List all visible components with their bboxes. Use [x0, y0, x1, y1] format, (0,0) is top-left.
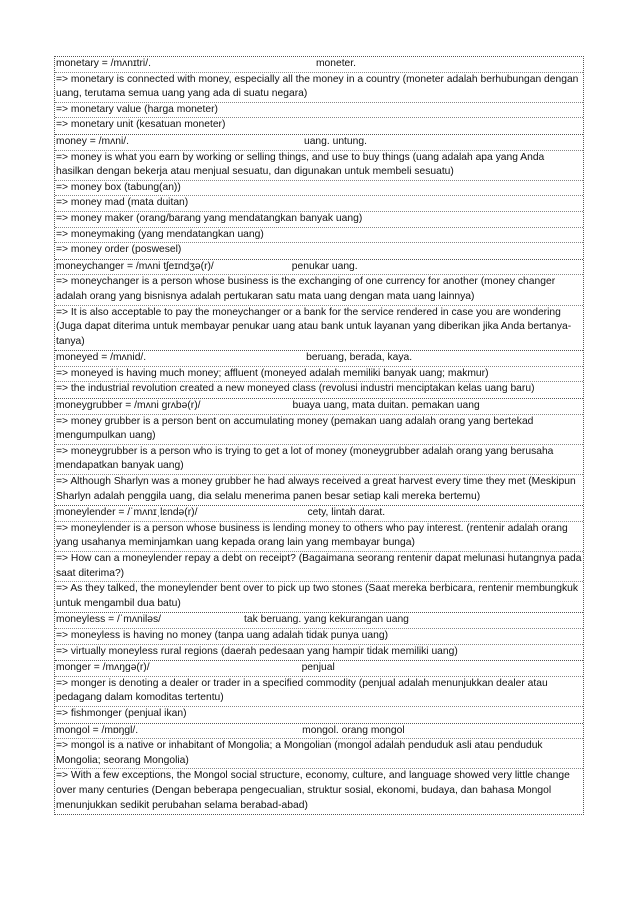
entry-detail-line: => How can a moneylender repay a debt on receipt? (Bagaimana seorang rentenir dapat melunasi hutangnya pada saat diterima?): [55, 551, 583, 581]
entry-term: mongol = /mɒŋgl/.: [56, 724, 139, 736]
entry-headline: [55, 260, 583, 275]
entry-headline: [55, 399, 583, 414]
entry-headline: [55, 724, 583, 739]
entry-detail-line: => monetary value (harga moneter): [55, 102, 583, 118]
entry-term: money = /mʌni/.: [56, 135, 129, 147]
entry-detail-line: => money mad (mata duitan): [55, 195, 583, 211]
entry-term: moneylender = /ˈmʌnɪˌlɛndə(r)/: [56, 507, 198, 519]
dictionary-entry: [55, 260, 583, 352]
entry-detail-line: => With a few exceptions, the Mongol social structure, economy, culture, and language showed very little change over many centuries (Dengan beberapa pengecualian, struktur sosial, ekonomi, budaya, dan bahasa Mongol menunjukkan sedikit perubahan selama berabad-abad): [55, 768, 583, 813]
entry-detail-line: => money order (poswesel): [55, 242, 583, 258]
entry-detail-line: => Although Sharlyn was a money grubber he had always received a great harvest every time they met (Meskipun Sharlyn adalah penggila uang, dia selalu menerima panen besar setiap kali mereka bertemu): [55, 474, 583, 504]
entry-meaning: beruang, berada, kaya.: [306, 352, 413, 364]
entry-detail-line: => moneychanger is a person whose business is the exchanging of one currency for another (money changer adalah orang yang bisnisnya adalah pertukaran satu mata uang dengan mata uang lainnya): [55, 274, 583, 304]
dictionary-entry: [55, 399, 583, 506]
entry-detail-line: => fishmonger (penjual ikan): [55, 706, 583, 722]
entry-detail-line: => money is what you earn by working or selling things, and use to buy things (uang adalah apa yang Anda hasilkan dengan bekerja atau menjual sesuatu, dan digunakan untuk membeli sesuatu): [55, 150, 583, 180]
entry-meaning: cety, lintah darat.: [307, 507, 386, 519]
entry-headline: [55, 351, 583, 366]
entry-detail-line: => moneymaking (yang mendatangkan uang): [55, 227, 583, 243]
entry-meaning: mongol. orang mongol: [302, 724, 405, 736]
entry-term: moneygrubber = /mʌni grʌbə(r)/: [56, 400, 201, 412]
entry-detail-line: => money grubber is a person bent on accumulating money (pemakan uang adalah orang yang bertekad mengumpulkan uang): [55, 414, 583, 444]
entry-term: moneyless = /ˈmʌniləs/: [56, 614, 162, 626]
entry-headline: [55, 506, 583, 521]
entry-term: monetary = /mʌnɪtri/.: [56, 58, 151, 69]
entry-detail-line: => moneylender is a person whose business is lending money to others who pay interest. (rentenir adalah orang yang usahanya meminjamkan uang kepada orang lain yang membayar bunga): [55, 521, 583, 551]
dictionary-entries: [54, 56, 584, 815]
entry-detail-line: => As they talked, the moneylender bent over to pick up two stones (Saat mereka berbicara, rentenir membungkuk untuk mengambil dua batu): [55, 581, 583, 611]
entry-detail-line: => virtually moneyless rural regions (daerah pedesaan yang hampir tidak memiliki uang): [55, 644, 583, 660]
dictionary-entry: [55, 661, 583, 723]
dictionary-entry: [55, 351, 583, 399]
entry-detail-line: => money maker (orang/barang yang mendatangkan banyak uang): [55, 211, 583, 227]
entry-meaning: uang. untung.: [303, 135, 367, 147]
entry-detail-line: => mongol is a native or inhabitant of Mongolia; a Mongolian (mongol adalah penduduk asli atau penduduk Mongolia; seorang Mongolia): [55, 738, 583, 768]
dictionary-entry: [55, 506, 583, 613]
entry-term: monger = /mʌŋgə(r)/: [56, 662, 150, 674]
dictionary-entry: [55, 724, 583, 815]
dictionary-entry: [55, 613, 583, 661]
entry-term: moneyed = /mʌnid/.: [56, 352, 147, 364]
entry-meaning: penukar uang.: [291, 260, 358, 272]
entry-detail-line: => moneyless is having no money (tanpa uang adalah tidak punya uang): [55, 628, 583, 644]
entry-detail-line: => monger is denoting a dealer or trader in a specified commodity (penjual adalah menunjukkan dealer atau pedagang dalam komoditas tertentu): [55, 676, 583, 706]
entry-headline: [55, 613, 583, 628]
entry-headline: [55, 57, 583, 72]
entry-headline: [55, 661, 583, 676]
entry-meaning: moneter.: [315, 58, 357, 69]
entry-meaning: tak beruang. yang kekurangan uang: [244, 614, 409, 626]
entry-detail-line: => moneygrubber is a person who is trying to get a lot of money (moneygrubber adalah orang yang berusaha mendapatkan banyak uang): [55, 444, 583, 474]
entry-meaning: penjual: [301, 662, 335, 674]
entry-detail-line: => monetary unit (kesatuan moneter): [55, 117, 583, 133]
dictionary-entry: [55, 135, 583, 260]
entry-detail-line: => moneyed is having much money; affluent (moneyed adalah memiliki banyak uang; makmur): [55, 366, 583, 382]
dictionary-entry: [55, 57, 583, 135]
entry-detail-line: => the industrial revolution created a new moneyed class (revolusi industri menciptakan kelas uang baru): [55, 381, 583, 397]
entry-headline: [55, 135, 583, 150]
entry-detail-line: => money box (tabung(an)): [55, 180, 583, 196]
entry-meaning: buaya uang, mata duitan. pemakan uang: [292, 400, 480, 412]
entry-detail-line: => monetary is connected with money, especially all the money in a country (moneter adalah berhubungan dengan uang, terutama semua uang yang ada di suatu negara): [55, 72, 583, 102]
entry-term: moneychanger = /mʌni tʃeɪndʒə(r)/: [56, 260, 214, 272]
entry-detail-line: => It is also acceptable to pay the moneychanger or a bank for the service rendered in case you are wondering (Juga dapat diterima untuk membayar penukar uang atau bank untuk layanan yang diberikan jika Anda bertanya-tanya): [55, 305, 583, 350]
